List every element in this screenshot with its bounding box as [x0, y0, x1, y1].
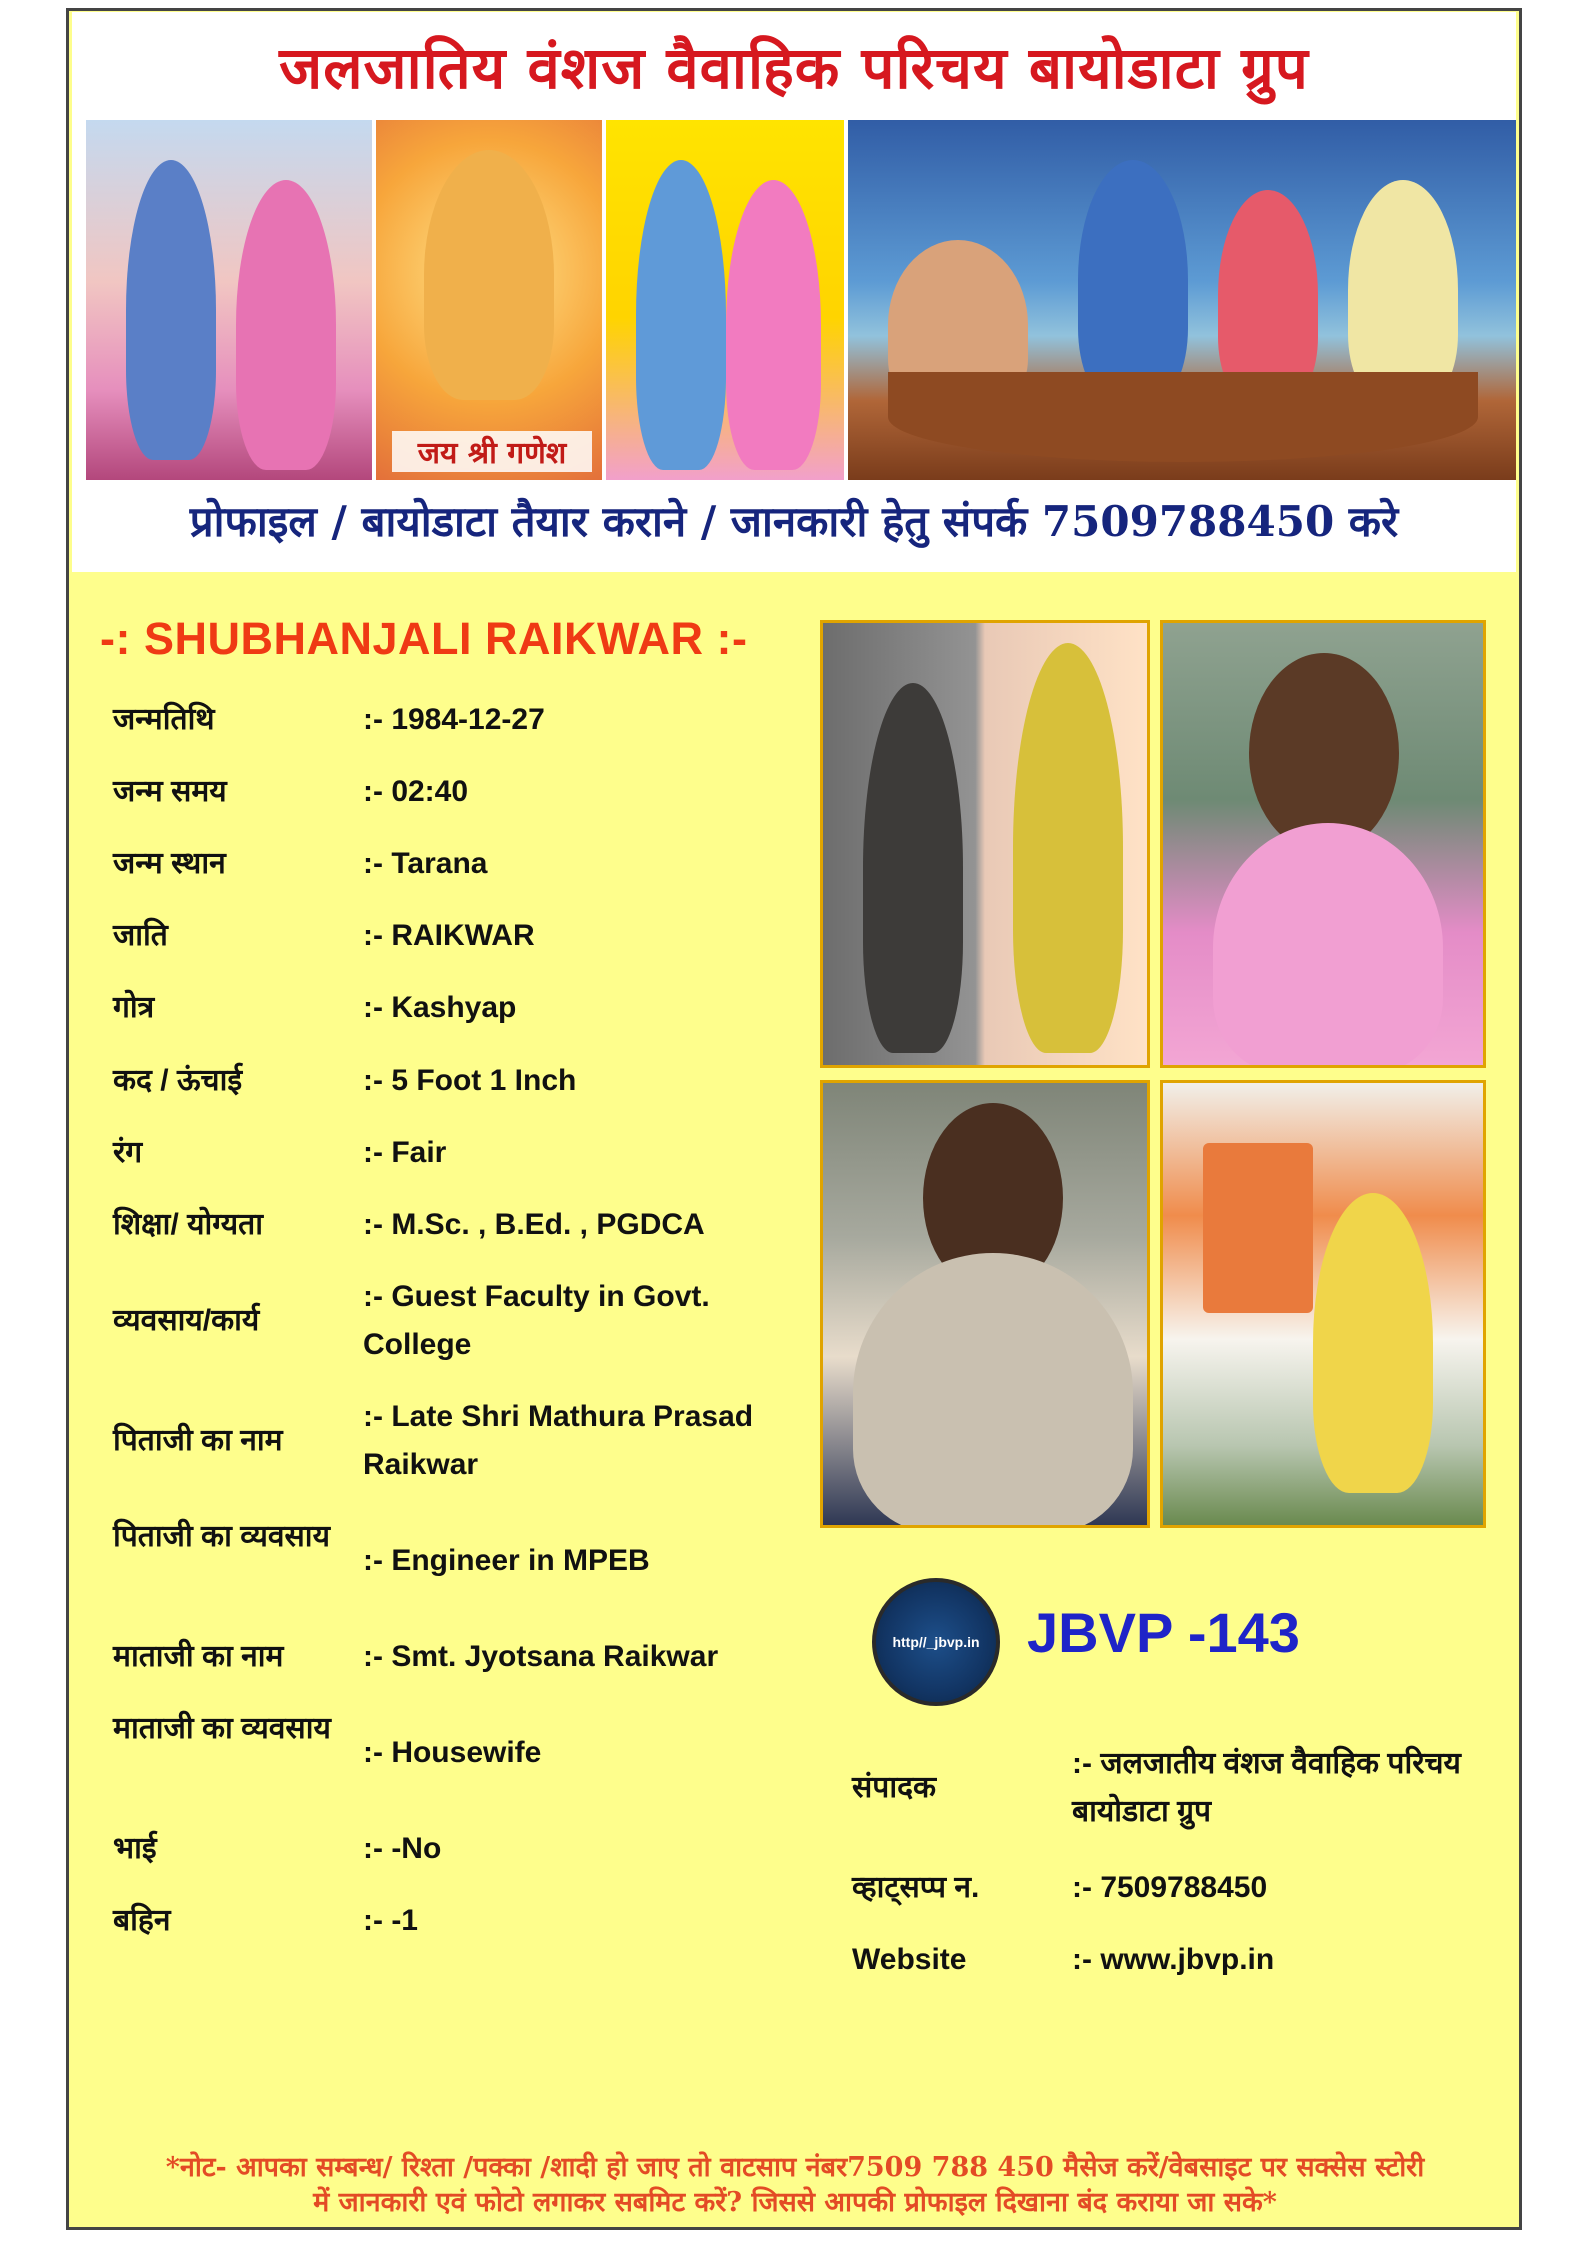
field-value: :- Smt. Jyotsana Raikwar [363, 1640, 719, 1673]
field-value: :- Guest Faculty in Govt. College [363, 1280, 710, 1361]
rama-sita-image [86, 120, 372, 480]
field-label: कद / ऊंचाई [113, 1064, 243, 1097]
candidate-photo-4 [1160, 1080, 1486, 1528]
profile-code: JBVP -143 [1027, 1601, 1300, 1664]
field-value: :- -No [363, 1832, 442, 1865]
contact-label: संपादक [852, 1771, 937, 1804]
field-label: जन्म स्थान [113, 847, 226, 880]
rama-sita-yellow-image [606, 120, 844, 480]
candidate-photo-2 [1160, 620, 1486, 1068]
field-value: :- Engineer in MPEB [363, 1544, 650, 1577]
field-value: :- 1984-12-27 [363, 703, 545, 736]
field-value: :- RAIKWAR [363, 919, 535, 952]
candidate-photo-3 [820, 1080, 1150, 1528]
field-value: :- 5 Foot 1 Inch [363, 1064, 577, 1097]
field-label: भाई [113, 1832, 157, 1865]
field-value: :- -1 [363, 1904, 418, 1937]
field-value: :- Tarana [363, 847, 488, 880]
ganesh-image [376, 120, 602, 480]
footer-note-line: में जानकारी एवं फोटो लगाकर सबमिट करें? जिससे आपकी प्रोफाइल दिखाना बंद कराया जा सके* [313, 2187, 1277, 2218]
contact-value: :- 7509788450 [1072, 1871, 1268, 1904]
contact-value: :- www.jbvp.in [1072, 1943, 1275, 1976]
field-label: पिताजी का व्यवसाय [113, 1520, 330, 1553]
field-label: जाति [113, 919, 168, 952]
candidate-photo-1 [820, 620, 1150, 1068]
field-value: :- Housewife [363, 1736, 542, 1769]
ganesh-caption: जय श्री गणेश [392, 431, 592, 472]
footer-note-line: *नोट- आपका सम्बन्ध/ रिश्ता /पक्का /शादी हो जाए तो वाटसाप नंबर7509 788 450 मैसेज करें/वेबसाइट पर सक्सेस स्टोरी [165, 2152, 1425, 2183]
field-label: जन्मतिथि [113, 703, 215, 736]
logo-url-text: http//_jbvp.in [892, 1634, 980, 1650]
field-label: बहिन [113, 1904, 171, 1937]
banner-contact-line: प्रोफाइल / बायोडाटा तैयार कराने / जानकारी हेतु संपर्क 7509788450 करे [189, 497, 1399, 546]
field-label: जन्म समय [113, 775, 227, 808]
contact-label: Website [852, 1943, 967, 1976]
candidate-name: -: SHUBHANJALI RAIKWAR :- [100, 613, 748, 664]
contact-label: व्हाट्सप्प न. [852, 1871, 980, 1904]
field-label: पिताजी का नाम [113, 1424, 283, 1457]
field-label: माताजी का नाम [113, 1640, 284, 1673]
field-label: गोत्र [113, 991, 155, 1024]
footer-note [80, 2150, 1510, 2220]
field-label: व्यवसाय/कार्य [113, 1304, 260, 1337]
field-value: :- Kashyap [363, 991, 517, 1024]
banner-title: जलजातिय वंशज वैवाहिक परिचय बायोडाटा ग्रुप [279, 34, 1309, 102]
field-label: माताजी का व्यवसाय [113, 1712, 331, 1745]
jbvp-logo [872, 1578, 1000, 1706]
field-value: :- M.Sc. , B.Ed. , PGDCA [363, 1208, 705, 1241]
field-label: रंग [113, 1136, 143, 1169]
field-value: :- Fair [363, 1136, 447, 1169]
header-banner [72, 12, 1516, 572]
boat-scene-image [848, 120, 1516, 480]
field-label: शिक्षा/ योग्यता [113, 1208, 263, 1241]
field-value: :- 02:40 [363, 775, 469, 808]
field-value: :- Late Shri Mathura Prasad Raikwar [363, 1400, 754, 1481]
contact-value: :- जलजातीय वंशज वैवाहिक परिचय बायोडाटा ग्रुप [1072, 1747, 1461, 1828]
